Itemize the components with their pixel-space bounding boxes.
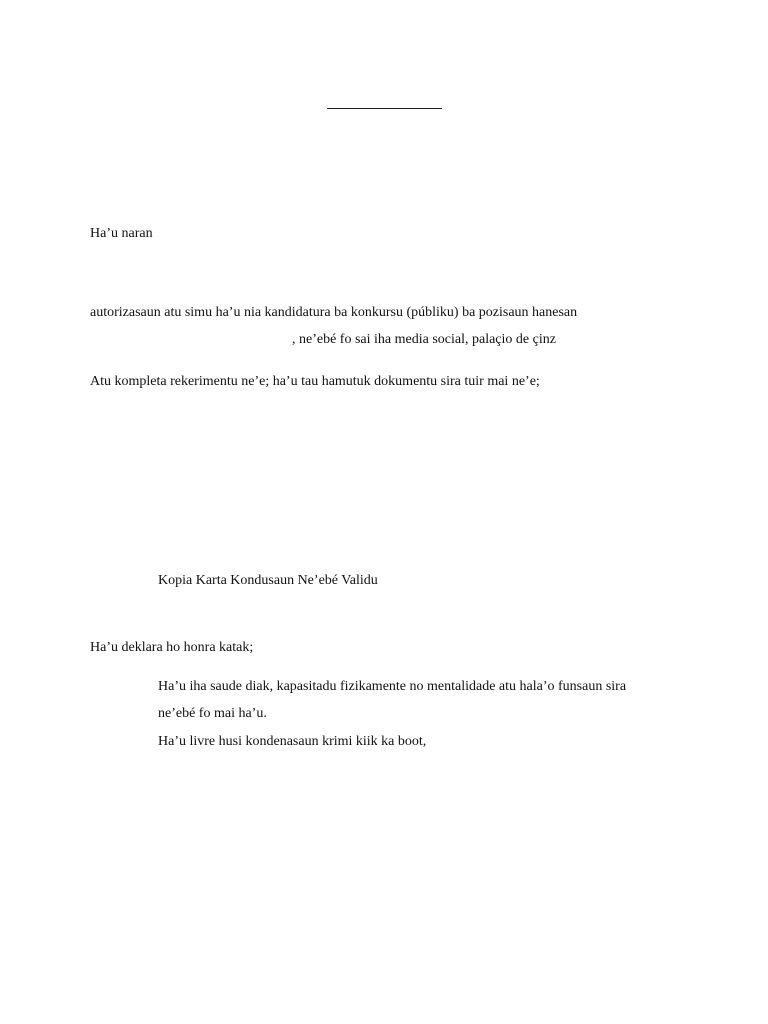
- declaration-1-line-b: ne’ebé fo mai ha’u.: [158, 706, 267, 721]
- name-line: Ha’u naran: [90, 226, 153, 241]
- declaration-2-line: Ha’u livre husi kondenasaun krimi kiik ka boot,: [158, 734, 427, 749]
- document-item: Kopia Karta Kondusaun Ne’ebé Validu: [158, 573, 378, 588]
- declare-line: Ha’u deklara ho honra katak;: [90, 640, 254, 655]
- authorization-line-2: , ne’ebé fo sai iha media social, palaçio de çinz: [292, 332, 556, 347]
- complete-line: Atu kompleta rekerimentu ne’e; ha’u tau hamutuk dokumentu sira tuir mai ne’e;: [90, 374, 540, 389]
- title-blank-line: [327, 108, 442, 109]
- authorization-line-1: autorizasaun atu simu ha’u nia kandidatura ba konkursu (públiku) ba pozisaun hanesan: [90, 305, 578, 320]
- declaration-1-line-a: Ha’u iha saude diak, kapasitadu fizikamente no mentalidade atu hala’o funsaun sira: [158, 679, 627, 694]
